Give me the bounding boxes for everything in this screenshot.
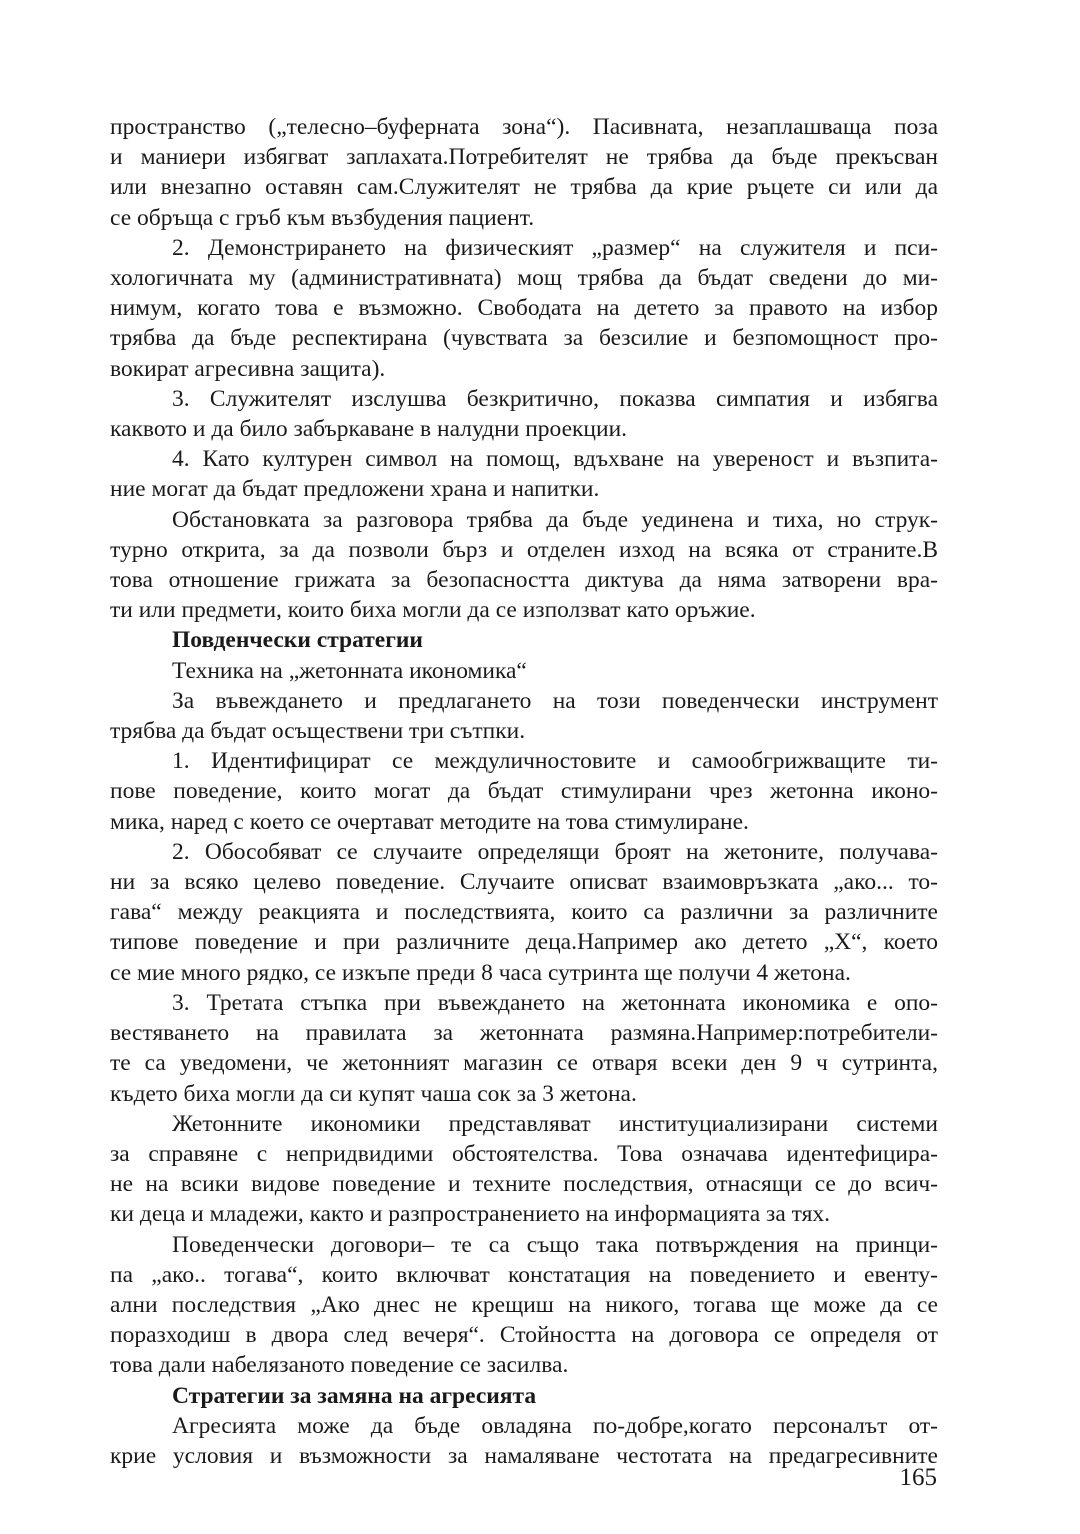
- text-line: Техника на „жетонната икономика“: [172, 657, 527, 684]
- text-line: нимум, когато това е възможно. Свободата на детето за правото на избор: [110, 295, 938, 322]
- text-line: вестяването на правилата за жетонната размяна.Например:потребители-: [110, 1020, 938, 1047]
- text-line: мика, наред с което се очертават методите на това стимулиране.: [110, 808, 749, 835]
- text-line: хологичната му (административната) мощ трябва да бъдат сведени до ми-: [110, 265, 938, 292]
- text-line: Жетонните икономики представляват институциализирани системи: [172, 1110, 938, 1137]
- text-line: 1. Идентифицират се междуличностовите и самообгрижващите ти-: [172, 748, 938, 775]
- text-line: Поведенчески договори– те са също така потвърждения на принци-: [172, 1231, 938, 1258]
- section-heading: Повденчески стратегии: [172, 627, 423, 654]
- text-line: крие условия и възможности за намаляване честотата на предагресивните: [110, 1442, 938, 1469]
- text-line: 4. Като културен символ на помощ, вдъхване на увереност и възпита-: [172, 446, 938, 473]
- text-line: 3. Третата стъпка при въвеждането на жетонната икономика е опо-: [172, 989, 938, 1016]
- text-line: 3. Служителят изслушва безкритично, показва симпатия и избягва: [172, 385, 938, 412]
- text-line: пове поведение, които могат да бъдат стимулирани чрез жетонна иконо-: [110, 778, 938, 805]
- text-line: това отношение грижата за безопасността диктува да няма затворени вра-: [110, 567, 938, 594]
- text-line: се обръща с гръб към възбудения пациент.: [110, 204, 535, 231]
- text-line: 2. Обособяват се случаите определящи броят на жетоните, получава-: [172, 838, 938, 865]
- text-line: ки деца и младежи, както и разпространението на информацията за тях.: [110, 1201, 831, 1228]
- text-line: където биха могли да си купят чаша сок за 3 жетона.: [110, 1080, 637, 1107]
- text-line: па „ако.. тогава“, които включват констатация на поведението и евенту-: [110, 1261, 938, 1288]
- text-line: гава“ между реакцията и последствията, които са различни за различните: [110, 899, 938, 926]
- text-line: вокират агресивна защита).: [110, 355, 386, 382]
- page-number: 165: [899, 1464, 937, 1491]
- text-line: трябва да бъдат осъществени три сътпки.: [110, 718, 526, 745]
- text-line: ални последствия „Ако днес не крещиш на никого, тогава ще може да се: [110, 1291, 938, 1318]
- text-line: пространство („телесно–буферната зона“). Пасивната, незаплашваща поза: [110, 114, 938, 140]
- section-heading: Стратегии за замяна на агресията: [172, 1382, 537, 1409]
- text-line: За въвеждането и предлагането на този поведенчески инструмент: [172, 687, 938, 714]
- text-line: не на всики видове поведение и техните последствия, отнасящи се до всич-: [110, 1171, 938, 1198]
- text-line: 2. Демонстрирането на физическият „размер“ на служителя и пси-: [172, 234, 938, 261]
- text-line: и маниери избягват заплахата.Потребителят не трябва да бъде прекъсван: [110, 144, 938, 171]
- text-line: ни за всяко целево поведение. Случаите описват взаимовръзката „ако... то-: [110, 869, 938, 896]
- text-line: турно открита, за да позволи бърз и отделен изход на всяка от страните.В: [110, 536, 938, 563]
- text-line: Агресията може да бъде овладяна по-добре,когато персоналът от-: [172, 1412, 938, 1439]
- text-line: се мие много рядко, се изкъпе преди 8 часа сутринта ще получи 4 жетона.: [110, 959, 851, 986]
- text-line: това дали набелязаното поведение се засилва.: [110, 1352, 569, 1379]
- text-line: трябва да бъде респектирана (чувствата за безсилие и безпомощност про-: [110, 325, 938, 352]
- text-line: Обстановката за разговора трябва да бъде уединена и тиха, но струк-: [172, 506, 938, 533]
- text-line: ти или предмети, които биха могли да се използват като оръжие.: [110, 597, 756, 624]
- text-line: типове поведение и при различните деца.Например ако детето „Х“, което: [110, 929, 938, 956]
- text-line: каквото и да било забъркаване в налудни проекции.: [110, 416, 628, 443]
- text-line: или внезапно оставян сам.Служителят не трябва да крие ръцете си или да: [110, 174, 938, 201]
- body-text: [110, 112, 938, 1471]
- text-line: те са уведомени, че жетонният магазин се отваря всеки ден 9 ч сутринта,: [110, 1050, 938, 1077]
- text-line: поразходиш в двора след вечеря“. Стойността на договора се определя от: [110, 1322, 938, 1349]
- text-line: за справяне с непридвидими обстоятелства. Това означава идентефицира-: [110, 1140, 938, 1167]
- text-line: ние могат да бъдат предложени храна и напитки.: [110, 476, 600, 503]
